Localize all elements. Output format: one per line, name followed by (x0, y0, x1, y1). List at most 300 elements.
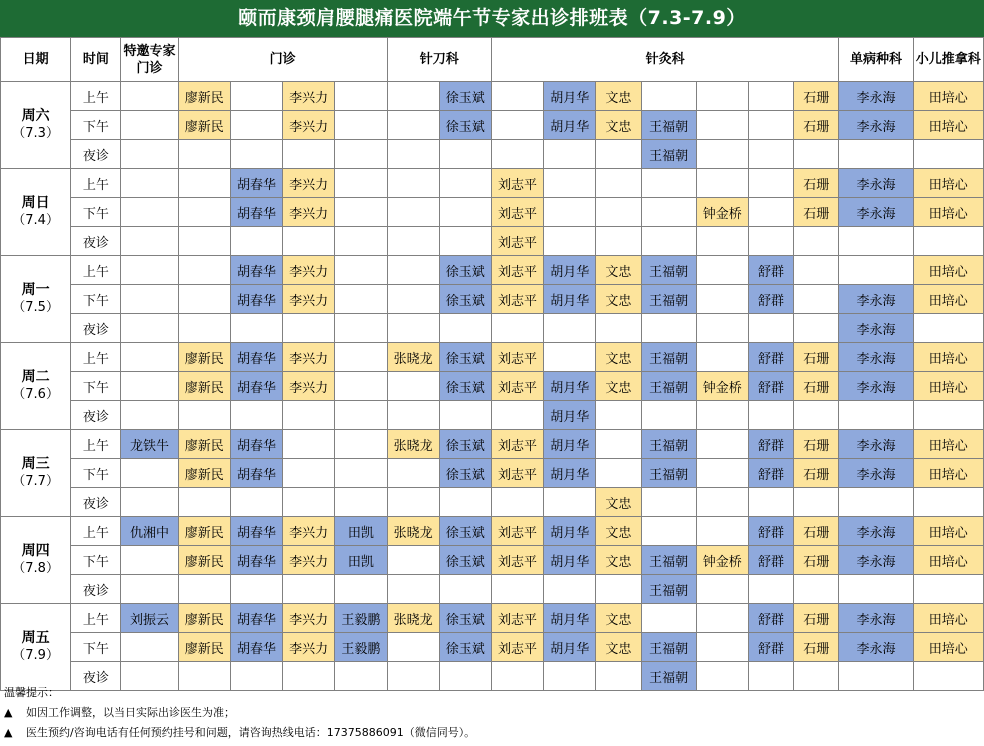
doctor-cell (121, 198, 178, 227)
doctor-cell: 王毅鹏 (335, 604, 387, 633)
doctor-cell (121, 488, 178, 517)
day-name: 周四 (21, 543, 50, 559)
doctor-cell: 胡春华 (230, 343, 282, 372)
table-row (1, 285, 984, 314)
doctor-cell (748, 575, 793, 604)
day-name: 周六 (21, 108, 50, 124)
doctor-cell: 王福朝 (641, 256, 696, 285)
doctor-cell: 刘振云 (121, 604, 178, 633)
doctor-cell: 王福朝 (641, 140, 696, 169)
doctor-cell (641, 227, 696, 256)
doctor-cell (335, 198, 387, 227)
doctor-cell (178, 314, 230, 343)
doctor-cell (121, 314, 178, 343)
doctor-cell (544, 169, 596, 198)
doctor-cell: 王福朝 (641, 546, 696, 575)
doctor-cell (491, 111, 543, 140)
doctor-cell: 李永海 (839, 169, 913, 198)
doctor-cell: 舒群 (748, 372, 793, 401)
doctor-cell: 田培心 (913, 111, 983, 140)
doctor-cell: 徐玉斌 (439, 459, 491, 488)
doctor-cell (544, 140, 596, 169)
table-row (1, 401, 984, 430)
doctor-cell: 石珊 (794, 343, 839, 372)
doctor-cell: 石珊 (794, 372, 839, 401)
doctor-cell (491, 488, 543, 517)
day-cell (1, 517, 71, 604)
doctor-cell (387, 140, 439, 169)
time-slot: 夜诊 (71, 575, 121, 604)
table-row (1, 343, 984, 372)
doctor-cell: 刘志平 (491, 343, 543, 372)
doctor-cell (596, 401, 641, 430)
doctor-cell: 李永海 (839, 430, 913, 459)
time-slot: 上午 (71, 343, 121, 372)
doctor-cell: 石珊 (794, 111, 839, 140)
header-acupuncture: 针灸科 (491, 38, 838, 82)
doctor-cell (283, 430, 335, 459)
doctor-cell: 徐玉斌 (439, 430, 491, 459)
doctor-cell (544, 488, 596, 517)
doctor-cell (439, 140, 491, 169)
doctor-cell: 王福朝 (641, 662, 696, 691)
doctor-cell: 石珊 (794, 198, 839, 227)
day-cell (1, 343, 71, 430)
doctor-cell: 刘志平 (491, 169, 543, 198)
doctor-cell: 文忠 (596, 546, 641, 575)
doctor-cell: 胡月华 (544, 459, 596, 488)
time-slot: 下午 (71, 633, 121, 662)
doctor-cell: 廖新民 (178, 372, 230, 401)
doctor-cell: 胡月华 (544, 401, 596, 430)
doctor-cell (913, 314, 983, 343)
doctor-cell (230, 488, 282, 517)
day-cell (1, 604, 71, 691)
time-slot: 夜诊 (71, 662, 121, 691)
doctor-cell (335, 140, 387, 169)
doctor-cell (491, 140, 543, 169)
doctor-cell: 李永海 (839, 285, 913, 314)
doctor-cell (439, 314, 491, 343)
doctor-cell (544, 198, 596, 227)
doctor-cell (913, 488, 983, 517)
day-date: （7.5） (12, 300, 59, 315)
doctor-cell (696, 169, 748, 198)
doctor-cell (283, 314, 335, 343)
doctor-cell (387, 82, 439, 111)
doctor-cell (696, 488, 748, 517)
doctor-cell: 廖新民 (178, 604, 230, 633)
day-name: 周三 (21, 456, 50, 472)
doctor-cell (387, 546, 439, 575)
doctor-cell (491, 401, 543, 430)
doctor-cell: 刘志平 (491, 372, 543, 401)
doctor-cell (544, 575, 596, 604)
doctor-cell (121, 169, 178, 198)
doctor-cell: 刘志平 (491, 227, 543, 256)
doctor-cell: 徐玉斌 (439, 633, 491, 662)
doctor-cell (696, 604, 748, 633)
doctor-cell: 徐玉斌 (439, 546, 491, 575)
doctor-cell (230, 314, 282, 343)
doctor-cell (121, 285, 178, 314)
doctor-cell: 石珊 (794, 82, 839, 111)
note-item (0, 703, 984, 723)
doctor-cell (230, 227, 282, 256)
table-row (1, 575, 984, 604)
doctor-cell (748, 198, 793, 227)
header-needle-knife: 针刀科 (387, 38, 491, 82)
doctor-cell (596, 575, 641, 604)
doctor-cell (794, 575, 839, 604)
doctor-cell: 刘志平 (491, 546, 543, 575)
doctor-cell: 胡春华 (230, 285, 282, 314)
doctor-cell (913, 140, 983, 169)
doctor-cell (596, 198, 641, 227)
doctor-cell: 李永海 (839, 343, 913, 372)
day-name: 周二 (21, 369, 50, 385)
doctor-cell: 李永海 (839, 314, 913, 343)
doctor-cell: 文忠 (596, 633, 641, 662)
doctor-cell (748, 314, 793, 343)
doctor-cell (544, 227, 596, 256)
doctor-cell: 刘志平 (491, 517, 543, 546)
doctor-cell: 李永海 (839, 372, 913, 401)
doctor-cell: 钟金桥 (696, 546, 748, 575)
doctor-cell (748, 140, 793, 169)
doctor-cell: 李兴力 (283, 633, 335, 662)
doctor-cell: 张晓龙 (387, 430, 439, 459)
doctor-cell (387, 459, 439, 488)
doctor-cell (641, 604, 696, 633)
doctor-cell: 王福朝 (641, 633, 696, 662)
doctor-cell: 石珊 (794, 546, 839, 575)
doctor-cell: 石珊 (794, 169, 839, 198)
doctor-cell: 王福朝 (641, 285, 696, 314)
time-slot: 夜诊 (71, 488, 121, 517)
table-row (1, 227, 984, 256)
doctor-cell (387, 575, 439, 604)
day-date: （7.3） (12, 126, 59, 141)
doctor-cell: 石珊 (794, 604, 839, 633)
doctor-cell (178, 488, 230, 517)
doctor-cell (748, 82, 793, 111)
doctor-cell (178, 169, 230, 198)
doctor-cell (178, 140, 230, 169)
doctor-cell: 李兴力 (283, 111, 335, 140)
doctor-cell: 李永海 (839, 546, 913, 575)
doctor-cell (335, 459, 387, 488)
doctor-cell (696, 227, 748, 256)
doctor-cell (439, 488, 491, 517)
doctor-cell: 石珊 (794, 459, 839, 488)
header-pediatric: 小儿推拿科 (913, 38, 983, 82)
doctor-cell (178, 227, 230, 256)
doctor-cell: 文忠 (596, 82, 641, 111)
doctor-cell: 胡月华 (544, 82, 596, 111)
doctor-cell (491, 82, 543, 111)
doctor-cell (748, 401, 793, 430)
doctor-cell (121, 546, 178, 575)
doctor-cell (839, 575, 913, 604)
doctor-cell: 徐玉斌 (439, 111, 491, 140)
doctor-cell (121, 575, 178, 604)
doctor-cell (178, 256, 230, 285)
doctor-cell: 舒群 (748, 633, 793, 662)
doctor-cell (335, 372, 387, 401)
doctor-cell (641, 401, 696, 430)
doctor-cell: 李永海 (839, 82, 913, 111)
doctor-cell: 舒群 (748, 546, 793, 575)
doctor-cell (387, 314, 439, 343)
doctor-cell (121, 343, 178, 372)
doctor-cell: 张晓龙 (387, 517, 439, 546)
page-title: 颐而康颈肩腰腿痛医院端午节专家出诊排班表（7.3-7.9） (0, 0, 984, 37)
table-row (1, 372, 984, 401)
doctor-cell: 胡月华 (544, 633, 596, 662)
doctor-cell: 王福朝 (641, 111, 696, 140)
day-cell (1, 430, 71, 517)
doctor-cell: 文忠 (596, 517, 641, 546)
doctor-cell (696, 256, 748, 285)
doctor-cell (335, 575, 387, 604)
schedule-table (0, 37, 984, 691)
doctor-cell (121, 256, 178, 285)
day-name: 周一 (21, 282, 50, 298)
doctor-cell (387, 488, 439, 517)
doctor-cell: 张晓龙 (387, 343, 439, 372)
doctor-cell (748, 169, 793, 198)
doctor-cell: 李永海 (839, 198, 913, 227)
doctor-cell: 廖新民 (178, 430, 230, 459)
doctor-cell (387, 169, 439, 198)
doctor-cell (839, 227, 913, 256)
doctor-cell: 李兴力 (283, 517, 335, 546)
time-slot: 夜诊 (71, 401, 121, 430)
doctor-cell (283, 488, 335, 517)
doctor-cell (387, 633, 439, 662)
doctor-cell: 钟金桥 (696, 372, 748, 401)
doctor-cell: 王福朝 (641, 459, 696, 488)
time-slot: 上午 (71, 430, 121, 459)
doctor-cell (596, 227, 641, 256)
doctor-cell: 文忠 (596, 343, 641, 372)
doctor-cell (283, 227, 335, 256)
doctor-cell: 田凯 (335, 517, 387, 546)
doctor-cell: 文忠 (596, 604, 641, 633)
doctor-cell: 徐玉斌 (439, 256, 491, 285)
doctor-cell (913, 227, 983, 256)
doctor-cell: 刘志平 (491, 604, 543, 633)
doctor-cell: 廖新民 (178, 111, 230, 140)
doctor-cell: 舒群 (748, 256, 793, 285)
doctor-cell: 徐玉斌 (439, 372, 491, 401)
time-slot: 上午 (71, 82, 121, 111)
doctor-cell (283, 575, 335, 604)
time-slot: 上午 (71, 256, 121, 285)
time-slot: 上午 (71, 604, 121, 633)
doctor-cell: 钟金桥 (696, 198, 748, 227)
table-row (1, 256, 984, 285)
doctor-cell: 胡月华 (544, 285, 596, 314)
doctor-cell (387, 256, 439, 285)
doctor-cell (794, 401, 839, 430)
doctor-cell (696, 140, 748, 169)
doctor-cell (335, 430, 387, 459)
doctor-cell (748, 111, 793, 140)
doctor-cell: 胡月华 (544, 546, 596, 575)
doctor-cell (696, 575, 748, 604)
doctor-cell: 田培心 (913, 633, 983, 662)
doctor-cell: 舒群 (748, 604, 793, 633)
doctor-cell: 李兴力 (283, 198, 335, 227)
time-slot: 上午 (71, 169, 121, 198)
table-row (1, 169, 984, 198)
doctor-cell (794, 227, 839, 256)
doctor-cell: 徐玉斌 (439, 343, 491, 372)
table-row (1, 546, 984, 575)
doctor-cell (596, 459, 641, 488)
doctor-cell (491, 575, 543, 604)
day-name: 周五 (21, 630, 50, 646)
day-date: （7.7） (12, 474, 59, 489)
doctor-cell: 李兴力 (283, 169, 335, 198)
doctor-cell (335, 169, 387, 198)
doctor-cell (121, 459, 178, 488)
note-item (0, 723, 984, 743)
doctor-cell: 李兴力 (283, 285, 335, 314)
header-outpatient: 门诊 (178, 38, 387, 82)
doctor-cell: 廖新民 (178, 517, 230, 546)
doctor-cell: 田培心 (913, 343, 983, 372)
doctor-cell: 石珊 (794, 430, 839, 459)
doctor-cell: 胡春华 (230, 546, 282, 575)
doctor-cell: 李永海 (839, 633, 913, 662)
doctor-cell: 文忠 (596, 285, 641, 314)
doctor-cell: 廖新民 (178, 343, 230, 372)
doctor-cell (439, 227, 491, 256)
doctor-cell (641, 169, 696, 198)
doctor-cell (230, 140, 282, 169)
doctor-cell: 胡春华 (230, 517, 282, 546)
doctor-cell (913, 401, 983, 430)
time-slot: 夜诊 (71, 140, 121, 169)
doctor-cell: 李兴力 (283, 546, 335, 575)
doctor-cell: 田培心 (913, 517, 983, 546)
doctor-cell (387, 401, 439, 430)
doctor-cell: 舒群 (748, 343, 793, 372)
table-row (1, 111, 984, 140)
doctor-cell: 田培心 (913, 546, 983, 575)
bullet-icon: ▲ (4, 726, 13, 739)
doctor-cell: 田培心 (913, 198, 983, 227)
bullet-icon: ▲ (4, 706, 13, 719)
day-name: 周日 (21, 195, 50, 211)
doctor-cell: 刘志平 (491, 285, 543, 314)
doctor-cell: 胡春华 (230, 169, 282, 198)
doctor-cell (491, 314, 543, 343)
table-row (1, 488, 984, 517)
doctor-cell (696, 314, 748, 343)
doctor-cell: 胡春华 (230, 430, 282, 459)
doctor-cell (641, 198, 696, 227)
doctor-cell (335, 227, 387, 256)
doctor-cell: 舒群 (748, 430, 793, 459)
doctor-cell: 田培心 (913, 372, 983, 401)
time-slot: 下午 (71, 546, 121, 575)
note-text: 医生预约/咨询电话有任何预约挂号和问题，请咨询热线电话：17375886091（微信同号）。 (26, 726, 476, 739)
table-row (1, 82, 984, 111)
doctor-cell (641, 314, 696, 343)
header-date: 日期 (1, 38, 71, 82)
doctor-cell: 石珊 (794, 633, 839, 662)
doctor-cell (335, 256, 387, 285)
doctor-cell (544, 314, 596, 343)
doctor-cell: 李兴力 (283, 372, 335, 401)
header-single-disease: 单病种科 (839, 38, 913, 82)
doctor-cell: 廖新民 (178, 459, 230, 488)
doctor-cell: 仇湘中 (121, 517, 178, 546)
day-cell (1, 169, 71, 256)
doctor-cell (839, 401, 913, 430)
doctor-cell (230, 111, 282, 140)
doctor-cell: 文忠 (596, 372, 641, 401)
doctor-cell (387, 372, 439, 401)
doctor-cell (641, 517, 696, 546)
doctor-cell: 胡月华 (544, 111, 596, 140)
doctor-cell: 田培心 (913, 285, 983, 314)
doctor-cell (387, 198, 439, 227)
header-row (1, 38, 984, 82)
table-row (1, 604, 984, 633)
doctor-cell (794, 140, 839, 169)
time-slot: 夜诊 (71, 314, 121, 343)
doctor-cell (335, 285, 387, 314)
doctor-cell (178, 575, 230, 604)
doctor-cell (121, 227, 178, 256)
doctor-cell: 舒群 (748, 285, 793, 314)
doctor-cell (178, 285, 230, 314)
doctor-cell (696, 343, 748, 372)
doctor-cell: 胡春华 (230, 198, 282, 227)
doctor-cell (913, 575, 983, 604)
table-row (1, 633, 984, 662)
doctor-cell: 舒群 (748, 459, 793, 488)
doctor-cell: 徐玉斌 (439, 82, 491, 111)
doctor-cell (335, 488, 387, 517)
doctor-cell: 李兴力 (283, 343, 335, 372)
time-slot: 上午 (71, 517, 121, 546)
doctor-cell: 张晓龙 (387, 604, 439, 633)
doctor-cell (696, 430, 748, 459)
doctor-cell (335, 111, 387, 140)
doctor-cell: 胡月华 (544, 604, 596, 633)
doctor-cell: 王毅鹏 (335, 633, 387, 662)
doctor-cell (794, 256, 839, 285)
doctor-cell: 胡春华 (230, 256, 282, 285)
doctor-cell: 李永海 (839, 459, 913, 488)
doctor-cell: 龙铁牛 (121, 430, 178, 459)
doctor-cell: 刘志平 (491, 633, 543, 662)
doctor-cell (387, 285, 439, 314)
doctor-cell (748, 227, 793, 256)
doctor-cell (439, 401, 491, 430)
time-slot: 下午 (71, 285, 121, 314)
doctor-cell (794, 314, 839, 343)
doctor-cell (696, 517, 748, 546)
doctor-cell: 廖新民 (178, 633, 230, 662)
time-slot: 夜诊 (71, 227, 121, 256)
